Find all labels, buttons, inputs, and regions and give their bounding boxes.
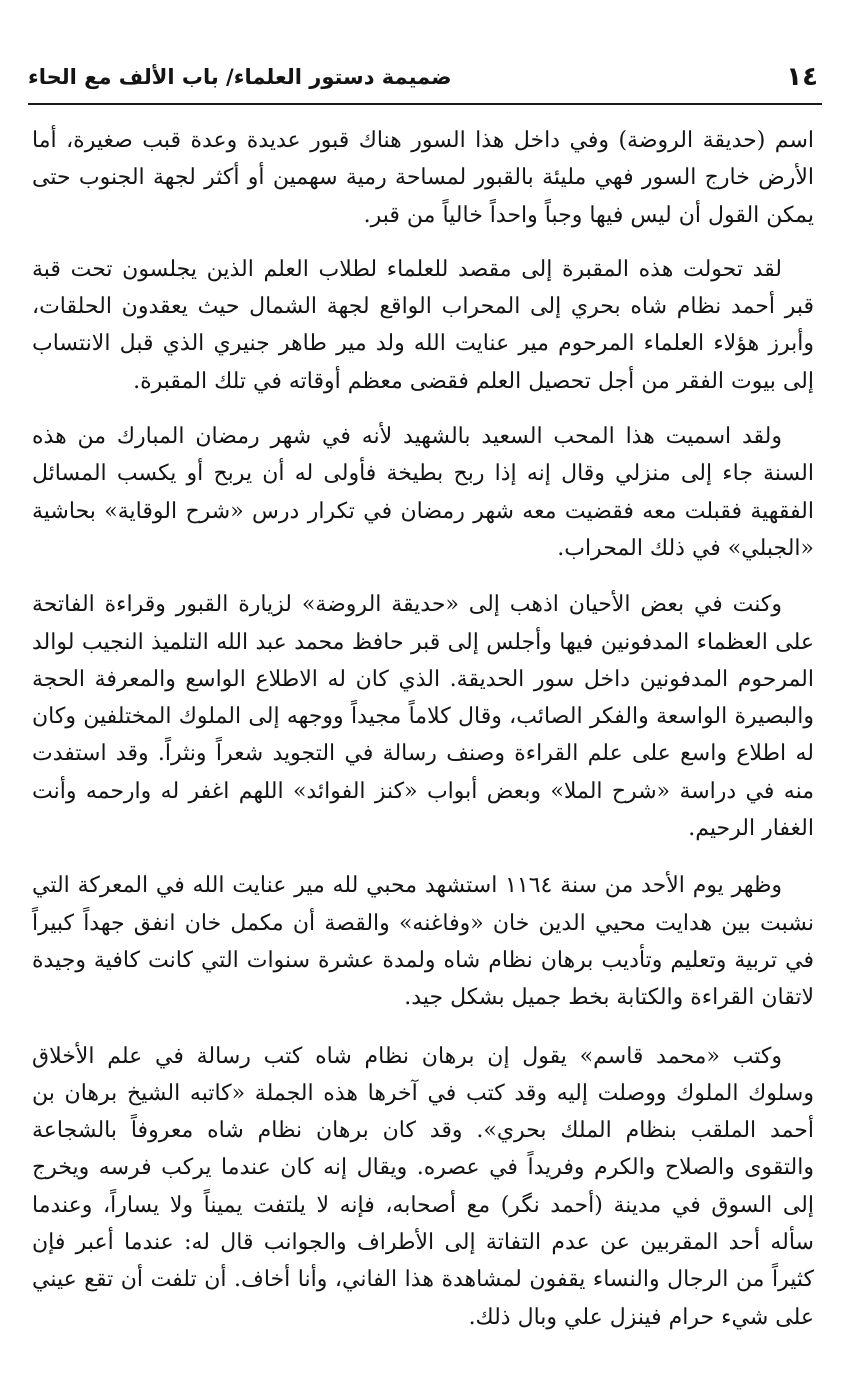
running-head: ضميمة دستور العلماء/ باب الألف مع الحاء [28,65,452,89]
body-text [32,122,814,1336]
paragraph-1: اسم (حديقة الروضة) وفي داخل هذا السور هناك قبور عديدة وعدة قبب صغيرة، أما الأرض خارج السور فهي مليئة بالقبور لمساحة رمية سهمين أو أكثر لجهة الجنوب حتى يمكن القول أن ليس فيها وجباً واحداً خالياً من قبر. [32,128,814,228]
page-header [28,55,822,99]
header-rule [28,103,822,105]
paragraph-2: لقد تحولت هذه المقبرة إلى مقصد للعلماء لطلاب العلم الذين يجلسون تحت قبة قبر أحمد نظام شاه بحري إلى المحراب الواقع لجهة الشمال حيث يعقدون الحلقات، وأبرز هؤلاء العلماء المرحوم مير عنايت الله ولد مير طاهر جنيري الذي قبل الانتساب إلى بيوت الفقر من أجل تحصيل العلم فقضى معظم أوقاته في تلك المقبرة. [32,256,814,394]
page-number: ١٤ [786,62,818,92]
paragraph-4: وكنت في بعض الأحيان اذهب إلى «حديقة الروضة» لزيارة القبور وقراءة الفاتحة على العظماء المدفونين فيها وأجلس إلى قبر حافظ محمد عبد الله التلميذ النجيب لوالد المرحوم المدفونين داخل سور الحديقة. الذي كان له الاطلاع الواسع والمعرفة الحجة والبصيرة الواسعة والفكر الصائب، وقال كلاماً مجيداً ووجهه إلى الملوك المختلفين وكان له اطلاع واسع على علم القراءة وصنف رسالة في التجويد شعراً ونثراً. وقد استفدت منه في دراسة «شرح الملا» وبعض أبواب «كنز الفوائد» اللهم اغفر له وارحمه وأنت الغفار الرحيم. [32,592,814,842]
paragraph-6: وكتب «محمد قاسم» يقول إن برهان نظام شاه كتب رسالة في علم الأخلاق وسلوك الملوك ووصلت إليه وقد كتب في آخرها هذه الجملة «كاتبه الشيخ برهان بن أحمد الملقب بنظام الملك بحري». وقد كان برهان نظام شاه معروفاً بالشجاعة والتقوى والصلاح والكرم وفريداً في عصره. ويقال إنه كان عندما يركب فرسه ويخرج إلى السوق في مدينة (أحمد نگر) مع أصحابه، فإنه لا يلتفت يميناً ولا يساراً، وعندما سأله أحد المقربين عن عدم التفاتة إلى الأطراف والجوانب قال له: عندما أعبر فإن كثيراً من الرجال والنساء يقفون لمشاهدة هذا الفاني، وأنا أخاف. أن تلفت أن تقع عيني على شيء حرام فينزل علي وبال ذلك. [32,1043,814,1330]
paragraph-5: وظهر يوم الأحد من سنة ١١٦٤ استشهد محبي لله مير عنايت الله في المعركة التي نشبت بين هدايت محيي الدين خان «وفاغنه» والقصة أن مكمل خان انفق جهداً كبيراً في تربية وتعليم وتأديب برهان نظام شاه ولمدة عشرة سنوات التي كانت كافية وجيدة لاتقان القراءة والكتابة بخط جميل بشكل جيد. [32,873,814,1011]
paragraph-3: ولقد اسميت هذا المحب السعيد بالشهيد لأنه في شهر رمضان المبارك من هذه السنة جاء إلى منزلي وقال إنه إذا ربح بطيخة فأولى له أن يربح أو يكسب المسائل الفقهية فقبلت معه فقضيت معه شهر رمضان في تكرار درس «شرح الوقاية» بحاشية «الجبلي» في ذلك المحراب. [32,424,814,561]
